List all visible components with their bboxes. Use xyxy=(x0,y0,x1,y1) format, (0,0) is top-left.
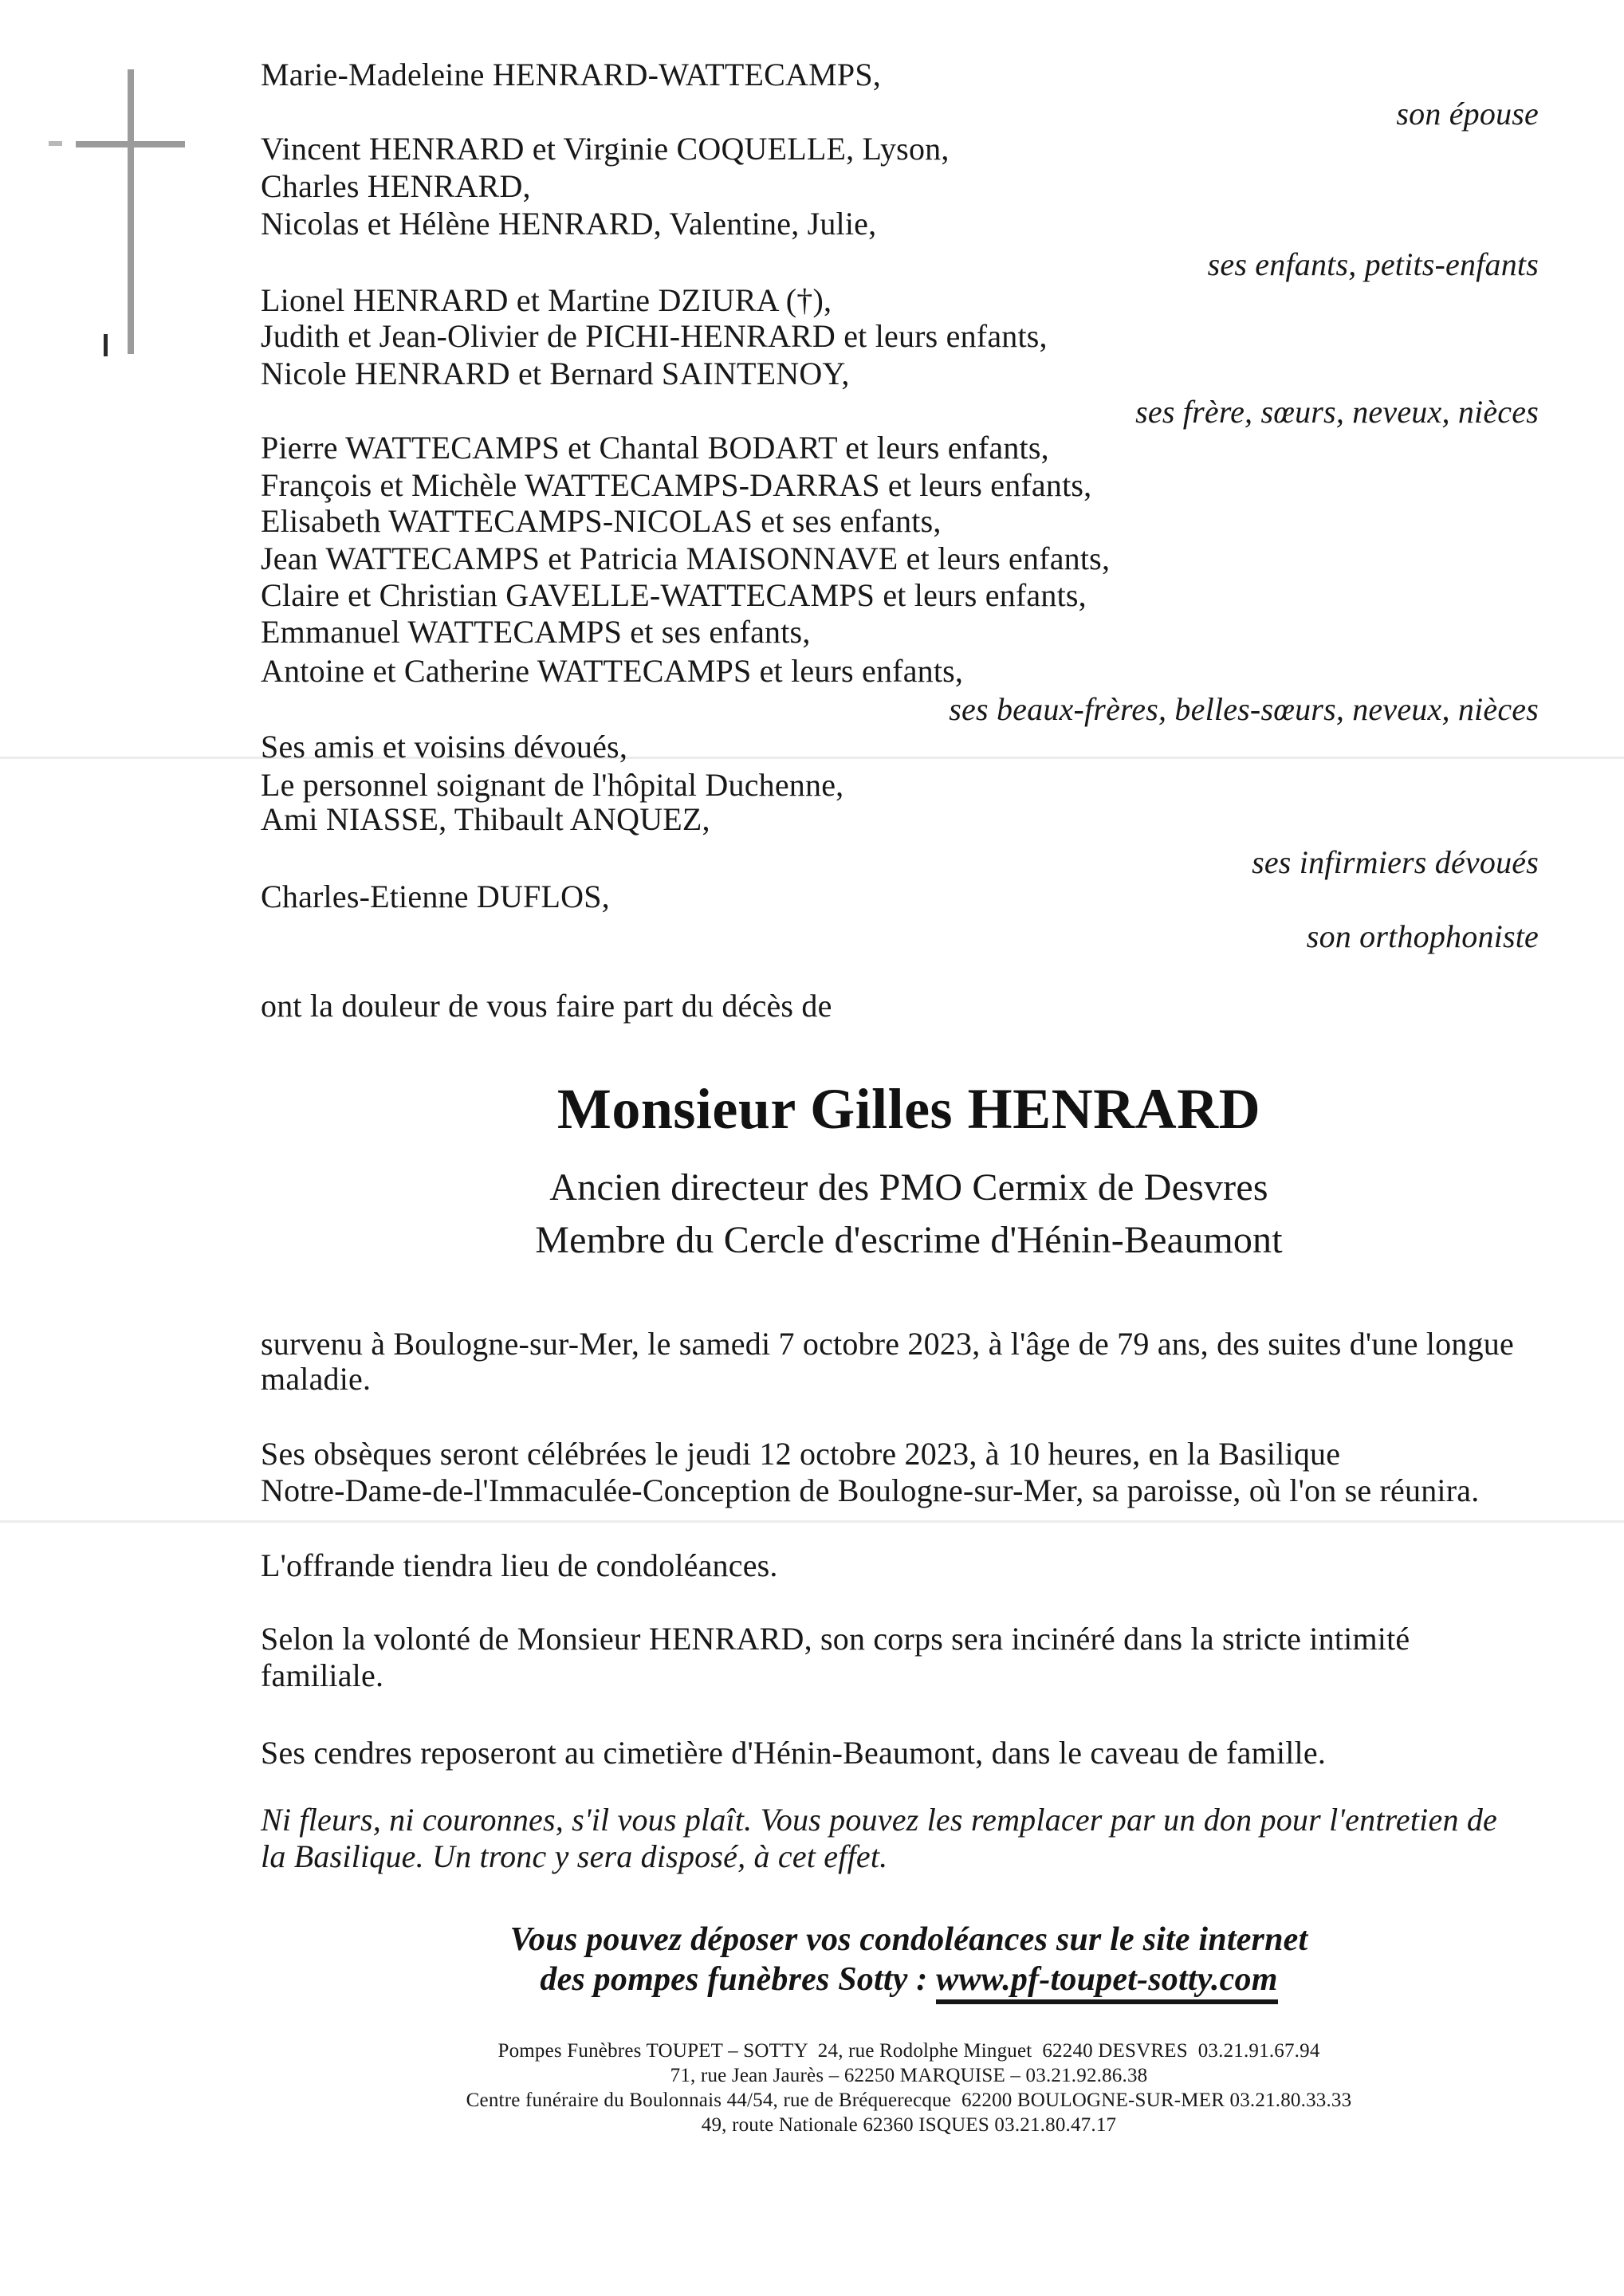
relation-label: ses frère, sœurs, neveux, nièces xyxy=(1135,394,1539,430)
offering-paragraph-line: L'offrande tiendra lieu de condoléances. xyxy=(261,1547,778,1583)
relation-label: son orthophoniste xyxy=(1306,918,1539,954)
deceased-role-2: Membre du Cercle d'escrime d'Hénin-Beaumont xyxy=(535,1219,1283,1261)
funeral-home-line: Pompes Funèbres TOUPET – SOTTY 24, rue Rodolphe Minguet 62240 DESVRES 03.21.91.67.94 xyxy=(497,2040,1320,2062)
cross-horizontal-bar xyxy=(76,141,185,147)
family-name-line: Charles-Etienne DUFLOS, xyxy=(261,879,610,914)
cremation-paragraph-line: Selon la volonté de Monsieur HENRARD, son corps sera incinéré dans la stricte intimité xyxy=(261,1621,1410,1657)
family-name-line: Antoine et Catherine WATTECAMPS et leurs enfants, xyxy=(261,653,964,689)
death-paragraph-line: maladie. xyxy=(261,1361,372,1397)
funeral-paragraph-line: Ses obsèques seront célébrées le jeudi 12 octobre 2023, à 10 heures, en la Basilique xyxy=(261,1436,1341,1472)
relation-label: ses beaux-frères, belles-sœurs, neveux, nièces xyxy=(949,691,1539,727)
scan-artifact-mark xyxy=(49,141,62,146)
family-name-line: Marie-Madeleine HENRARD-WATTECAMPS, xyxy=(261,57,881,92)
cross-vertical-bar xyxy=(128,69,134,354)
relation-label: son épouse xyxy=(1396,96,1539,132)
family-name-line: Claire et Christian GAVELLE-WATTECAMPS et leurs enfants, xyxy=(261,577,1087,613)
scan-artifact-line xyxy=(0,757,1624,759)
family-name-line: Judith et Jean-Olivier de PICHI-HENRARD et leurs enfants, xyxy=(261,318,1048,354)
family-name-line: Ami NIASSE, Thibault ANQUEZ, xyxy=(261,801,710,837)
relation-label: ses infirmiers dévoués xyxy=(1252,844,1539,880)
scan-artifact-mark xyxy=(104,334,108,356)
flowers-paragraph-line: Ni fleurs, ni couronnes, s'il vous plaît. Vous pouvez les remplacer par un don pour l'entretien de xyxy=(261,1802,1498,1838)
family-name-line: Emmanuel WATTECAMPS et ses enfants, xyxy=(261,614,811,650)
relation-label: ses enfants, petits-enfants xyxy=(1207,246,1539,282)
family-name-line: Vincent HENRARD et Virginie COQUELLE, Lyson, xyxy=(261,131,950,167)
flowers-paragraph-line: la Basilique. Un tronc y sera disposé, à cet effet. xyxy=(261,1838,888,1874)
family-name-line: Ses amis et voisins dévoués, xyxy=(261,729,628,765)
cremation-paragraph-line: familiale. xyxy=(261,1657,384,1693)
family-name-line: Le personnel soignant de l'hôpital Duchenne, xyxy=(261,767,844,803)
ashes-paragraph-line: Ses cendres reposeront au cimetière d'Hénin-Beaumont, dans le caveau de famille. xyxy=(261,1735,1327,1771)
condolence-line-2-prefix: des pompes funèbres Sotty : xyxy=(540,1961,937,1998)
family-name-line: Nicole HENRARD et Bernard SAINTENOY, xyxy=(261,356,850,391)
condolence-line-2 xyxy=(271,1960,1547,1999)
funeral-home-line: 71, rue Jean Jaurès – 62250 MARQUISE – 03.21.92.86.38 xyxy=(670,2065,1148,2086)
announcement-line: ont la douleur de vous faire part du décès de xyxy=(261,988,832,1024)
deceased-name: Monsieur Gilles HENRARD xyxy=(556,1077,1261,1141)
family-name-line: Elisabeth WATTECAMPS-NICOLAS et ses enfants, xyxy=(261,503,942,539)
family-name-line: Nicolas et Hélène HENRARD, Valentine, Julie, xyxy=(261,206,877,242)
scan-artifact-line xyxy=(0,1520,1624,1523)
family-name-line: Lionel HENRARD et Martine DZIURA (†), xyxy=(261,282,832,318)
website-url: www.pf-toupet-sotty.com xyxy=(936,1961,1277,2004)
family-name-line: Pierre WATTECAMPS et Chantal BODART et leurs enfants, xyxy=(261,430,1049,466)
family-name-line: Charles HENRARD, xyxy=(261,168,531,204)
funeral-home-line: 49, route Nationale 62360 ISQUES 03.21.80.47.17 xyxy=(701,2114,1117,2136)
deceased-role-1: Ancien directeur des PMO Cermix de Desvres xyxy=(549,1166,1268,1209)
funeral-paragraph-line: Notre-Dame-de-l'Immaculée-Conception de Boulogne-sur-Mer, sa paroisse, où l'on se réunira. xyxy=(261,1472,1480,1508)
family-name-line: Jean WATTECAMPS et Patricia MAISONNAVE et leurs enfants, xyxy=(261,541,1111,576)
family-name-line: François et Michèle WATTECAMPS-DARRAS et leurs enfants, xyxy=(261,467,1092,503)
funeral-home-line: Centre funéraire du Boulonnais 44/54, rue de Bréquerecque 62200 BOULOGNE-SUR-MER 03.21.80.33.33 xyxy=(466,2090,1352,2111)
condolence-line-1: Vous pouvez déposer vos condoléances sur le site internet xyxy=(509,1921,1308,1958)
death-paragraph-line: survenu à Boulogne-sur-Mer, le samedi 7 octobre 2023, à l'âge de 79 ans, des suites d'une longue xyxy=(261,1326,1514,1362)
